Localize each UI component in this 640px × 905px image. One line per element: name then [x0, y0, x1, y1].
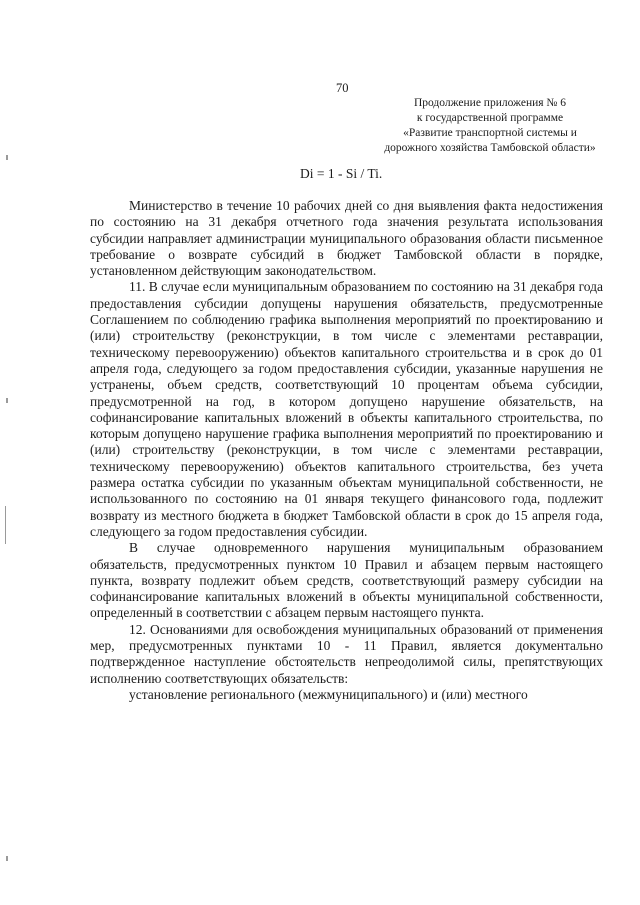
body-text	[90, 198, 603, 703]
appendix-header-line: «Развитие транспортной системы и	[403, 127, 577, 139]
scan-mark	[6, 856, 8, 861]
appendix-header	[370, 96, 610, 156]
paragraph: 11. В случае если муниципальным образованием по состоянию на 31 декабря года предоставления субсидии допущены нарушения обязательств, предусмотренные Соглашением по соблюдению графика выполнения мероприятий по проектированию и (или) строительству (реконструкции, в том числе с элементами реставрации, техническому перевооружению) объектов капитального строительства и в срок до 01 апреля года, следующего за годом предоставления субсидии, указанные нарушения не устранены, объем средств, соответствующий 10 процентам объема субсидии, предусмотренной на год, в котором допущено нарушение обязательств, на софинансирование капитальных вложений в объекты капитального строительства, по которым допущено нарушение графика выполнения мероприятий по проектированию и (или) строительству (реконструкции, в том числе с элементами реставрации, техническому перевооружению) объектов капитального строительства, без учета размера остатка субсидии по указанным объектам муниципальной собственности, не использованного по состоянию на 01 января текущего финансового года, подлежит возврату из местного бюджета в бюджет Тамбовской области в срок до 15 апреля года, следующего за годом предоставления субсидии.	[90, 279, 604, 539]
scan-mark	[6, 155, 8, 160]
scan-mark	[5, 506, 6, 544]
page-number: 70	[336, 81, 349, 95]
appendix-header-line: Продолжение приложения № 6	[413, 97, 567, 109]
appendix-header-line: дорожного хозяйства Тамбовской области»	[384, 142, 596, 154]
formula: Di = 1 - Si / Ti.	[300, 166, 383, 181]
paragraph: Министерство в течение 10 рабочих дней со дня выявления факта недостижения по состоянию на 31 декабря отчетного года значения результата использования субсидии направляет администрации муниципального образования области письменное требование о возврате субсидий в бюджет Тамбовской области в порядке, установленном действующим законодательством.	[90, 198, 603, 279]
paragraph: В случае одновременного нарушения муниципальным образованием обязательств, предусмотренных пунктом 10 Правил и абзацем первым настоящего пункта, возврату подлежит объем средств, соответствующий размеру субсидии на софинансирование капитальных вложений в объекты муниципальной собственности, определенный в соответствии с абзацем первым настоящего пункта.	[90, 540, 603, 621]
appendix-header-line: к государственной программе	[416, 112, 564, 124]
scan-mark	[6, 398, 8, 403]
paragraph: установление регионального (межмуниципального) и (или) местного	[129, 686, 528, 702]
paragraph: 12. Основаниями для освобождения муниципальных образований от применения мер, предусмотренных пунктами 10 - 11 Правил, является документально подтвержденное наступление обстоятельств непреодолимой силы, препятствующих исполнению соответствующих обязательств:	[90, 621, 603, 686]
